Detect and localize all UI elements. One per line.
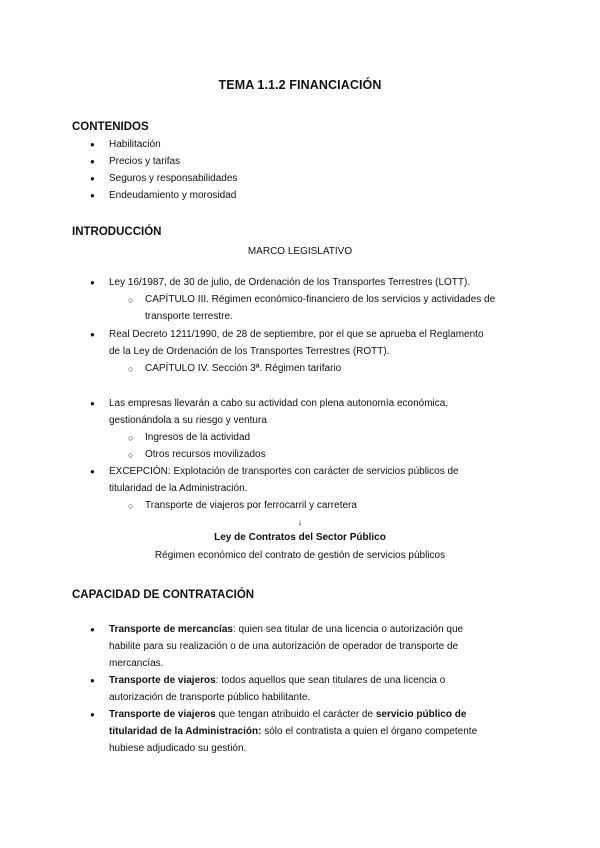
bullet-icon: ●: [90, 710, 95, 719]
servicio-publico-line: [109, 707, 466, 724]
viajeros-line: [109, 673, 445, 690]
servicio-publico-rest: sólo el contratista a quien el órgano competente: [261, 726, 478, 737]
lott-sub-line-cont: transporte terrestre.: [145, 311, 233, 322]
viajeros-rest: : todos aquellos que sean titulares de una licencia o: [215, 675, 446, 686]
bullet-icon: ●: [90, 157, 95, 166]
list-item: Seguros y responsabilidades: [109, 173, 238, 184]
introduccion-heading: INTRODUCCIÓN: [72, 226, 162, 238]
list-item: Precios y tarifas: [109, 156, 181, 167]
excepcion-line: EXCEPCIÓN: Explotación de transportes con carácter de servicios públicos de: [109, 466, 459, 477]
bullet-icon: ●: [90, 174, 95, 183]
mercancias-line-cont: habilite para su realización o de una autorización de operador de transporte de: [109, 641, 459, 652]
viajeros-bold: Transporte de viajeros: [109, 675, 216, 686]
marco-legislativo-subheading: MARCO LEGISLATIVO: [247, 246, 353, 257]
viajeros-line-cont: autorización de transporte público habilitante.: [109, 692, 311, 703]
rott-line-cont: de la Ley de Ordenación de los Transportes Terrestres (ROTT).: [109, 346, 390, 357]
bullet-icon: ●: [90, 191, 95, 200]
bullet-icon: ●: [90, 676, 95, 685]
otros-recursos-item: Otros recursos movilizados: [145, 449, 266, 460]
mercancias-line-end: mercancías.: [109, 658, 164, 669]
servicio-publico-bold-3: titularidad de la Administración:: [109, 726, 262, 737]
sub-bullet-icon: ○: [128, 501, 134, 511]
empresas-line-cont: gestionándola a su riesgo y ventura: [109, 415, 267, 426]
ingresos-item: Ingresos de la actividad: [145, 432, 251, 443]
capacidad-heading: CAPACIDAD DE CONTRATACIÓN: [72, 589, 255, 601]
bullet-icon: ●: [90, 140, 95, 149]
contenidos-heading: CONTENIDOS: [72, 121, 149, 133]
bullet-icon: ●: [90, 467, 95, 476]
excepcion-line-cont: titularidad de la Administración.: [109, 483, 248, 494]
regimen-economico-text: Régimen económico del contrato de gestión de servicios públicos: [154, 550, 446, 561]
list-item: Habilitación: [109, 139, 161, 150]
sub-bullet-icon: ○: [128, 364, 134, 374]
sub-bullet-icon: ○: [128, 450, 134, 460]
down-arrow-icon: ↓: [297, 517, 303, 527]
sub-bullet-icon: ○: [128, 433, 134, 443]
rott-sub-line: CAPÍTULO IV. Sección 3ª. Régimen tarifario: [145, 363, 342, 374]
servicio-publico-mid: que tengan atribuido el carácter de: [215, 709, 376, 720]
servicio-publico-line-cont: [109, 724, 477, 741]
ley-contratos-title: Ley de Contratos del Sector Público: [214, 532, 386, 543]
mercancias-rest: : quien sea titular de una licencia o autorización que: [232, 624, 464, 635]
rott-line: Real Decreto 1211/1990, de 28 de septiembre, por el que se aprueba el Reglamento: [109, 329, 484, 340]
bullet-icon: ●: [90, 330, 95, 339]
transporte-viajeros-item: Transporte de viajeros por ferrocarril y carretera: [145, 500, 357, 511]
servicio-publico-line-end: hubiese adjudicado su gestión.: [109, 743, 247, 754]
bullet-icon: ●: [90, 278, 95, 287]
lott-sub-line: CAPÍTULO III. Régimen económico-financiero de los servicios y actividades de: [145, 294, 496, 305]
sub-bullet-icon: ○: [128, 295, 134, 305]
servicio-publico-bold-1: Transporte de viajeros: [109, 709, 216, 720]
servicio-publico-bold-2: servicio público de: [375, 709, 467, 720]
page-title: TEMA 1.1.2 FINANCIACIÓN: [218, 78, 382, 92]
mercancias-line: [109, 622, 463, 639]
mercancias-bold: Transporte de mercancías: [109, 624, 233, 635]
lott-line: Ley 16/1987, de 30 de julio, de Ordenación de los Transportes Terrestres (LOTT).: [109, 277, 471, 288]
list-item: Endeudamiento y morosidad: [109, 190, 237, 201]
bullet-icon: ●: [90, 625, 95, 634]
empresas-line: Las empresas llevarán a cabo su actividad con plena autonomía económica,: [109, 398, 449, 409]
bullet-icon: ●: [90, 399, 95, 408]
